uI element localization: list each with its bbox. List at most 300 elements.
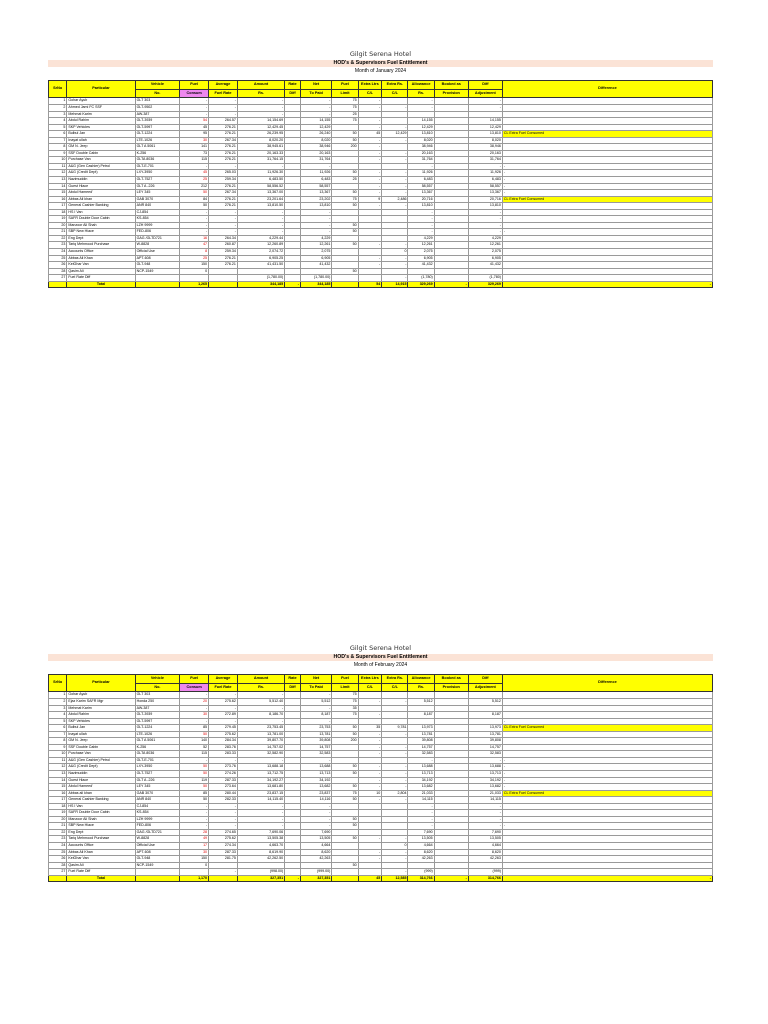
cell-vehicle-no: K-256 (135, 744, 180, 751)
cell-allowance: 20,716 (408, 196, 434, 203)
cell-fuel-rate: 276.21 (209, 196, 238, 203)
cell-particular: Abbas ali khan (67, 790, 135, 797)
cell-fuel-consumed: 50 (180, 784, 209, 791)
cell-fuel-rate: 284.34 (209, 738, 238, 745)
cell-sr-no: 6 (49, 131, 67, 138)
cell-net-to-paid: 23,202 (300, 196, 331, 203)
cell-extra-ltrs: - (358, 836, 382, 843)
cell-fuel-consumed: 73 (180, 150, 209, 157)
cell-extra-rs: - (382, 764, 408, 771)
cell-net-to-paid: 58,557 (300, 183, 331, 190)
cell-net-to-paid: 23,837 (300, 790, 331, 797)
cell-fuel-limit: 50 (332, 268, 358, 275)
cell-allowance: 6,905 (408, 255, 434, 262)
cell-sr-no: 25 (49, 849, 67, 856)
cell-difference: - (502, 777, 712, 784)
cell-particular: Ejaz Karim SAFR Mgr (67, 698, 135, 705)
cell-vehicle-no: GLT A 5061 (135, 738, 180, 745)
report-month: Month of February 2024 (353, 662, 408, 668)
cell-vehicle-no: CJ-854 (135, 209, 180, 216)
cell-sr-no: 25 (49, 255, 67, 262)
cell-particular: SSF Double Cabin (67, 150, 135, 157)
cell-extra-ltrs: - (358, 751, 382, 758)
cell-extra-ltrs: - (358, 183, 382, 190)
cell-sr-no: 23 (49, 242, 67, 249)
cell-particular: HS I Van (67, 209, 135, 216)
cell-net-to-paid: 6,905 (300, 255, 331, 262)
header-fuel-limit: Fuel (332, 675, 358, 684)
header-particular: Particular (67, 675, 135, 692)
cell-amount: 58,556.52 (237, 183, 284, 190)
header-particular: Particular (67, 81, 135, 98)
cell-amount: - (237, 104, 284, 111)
cell-difference: - (502, 163, 712, 170)
cell-net-to-paid: - (300, 111, 331, 118)
cell-fuel-rate: - (209, 803, 238, 810)
cell-fuel-consumed: 50 (180, 770, 209, 777)
cell-particular: Ahmed Jami FC SSF (67, 104, 135, 111)
cell-particular: SSF Double Cabin (67, 744, 135, 751)
header-allowance-sub: Rs. (408, 89, 434, 98)
cell-sr-no: 2 (49, 698, 67, 705)
cell-amount: 11,926.30 (237, 170, 284, 177)
cell-net-to-paid: 12,261 (300, 242, 331, 249)
cell-particular: A&G (Credit Dept) (67, 170, 135, 177)
cell-vehicle-no: GLT-948 (135, 856, 180, 863)
cell-difference: - (502, 764, 712, 771)
cell-allowance: - (408, 816, 434, 823)
cell-fuel-consumed: - (180, 757, 209, 764)
cell-difference: - (502, 176, 712, 183)
cell-allowance: - (408, 229, 434, 236)
total-provision: - (434, 875, 468, 882)
cell-allowance: 13,810 (408, 203, 434, 210)
header-fuel-consumed: Fuel (180, 675, 209, 684)
cell-fuel-limit: 50 (332, 242, 358, 249)
cell-extra-rs: - (382, 797, 408, 804)
cell-diff-adjustment: 13,810 (468, 131, 502, 138)
cell-vehicle-no: GLT-1224 (135, 725, 180, 732)
header-fuel-limit: Fuel (332, 81, 358, 90)
cell-amount: 2,074.72 (237, 248, 284, 255)
cell-extra-rs: - (382, 869, 408, 876)
cell-extra-ltrs: - (358, 190, 382, 197)
cell-vehicle-no: LTE-1026 (135, 137, 180, 144)
cell-fuel-limit: 35 (332, 705, 358, 712)
cell-diff-adjustment: - (468, 209, 502, 216)
cell-allowance: 6,483 (408, 176, 434, 183)
cell-particular: SAFR Double Door Cabin (67, 216, 135, 223)
header-amount: Amount (237, 675, 284, 684)
cell-diff-adjustment: 38,946 (468, 144, 502, 151)
cell-difference: - (502, 170, 712, 177)
total-difference: - (502, 875, 712, 882)
cell-fuel-consumed: 16 (180, 235, 209, 242)
cell-diff-adjustment: 11,926 (468, 170, 502, 177)
cell-net-to-paid: 6,483 (300, 176, 331, 183)
cell-fuel-limit: 75 (332, 104, 358, 111)
cell-diff-adjustment: 20,163 (468, 150, 502, 157)
cell-amount: 13,810.50 (237, 203, 284, 210)
cell-difference: - (502, 823, 712, 830)
cell-net-to-paid: - (300, 216, 331, 223)
cell-allowance: 14,115 (408, 797, 434, 804)
sheet-february (48, 644, 713, 882)
cell-amount: 6,483.50 (237, 176, 284, 183)
cell-fuel-rate: - (209, 810, 238, 817)
header-extra-rs-sub: C/L (382, 683, 408, 692)
cell-sr-no: 19 (49, 216, 67, 223)
cell-particular: A&G (Gen Cashier) Petrol (67, 757, 135, 764)
cell-allowance: 13,810 (408, 131, 434, 138)
cell-extra-rs: - (382, 203, 408, 210)
cell-particular: GM N. Jeep (67, 144, 135, 151)
cell-fuel-rate: 275.62 (209, 731, 238, 738)
cell-extra-ltrs: 10 (358, 790, 382, 797)
cell-sr-no: 16 (49, 790, 67, 797)
cell-vehicle-no: ANR 840 (135, 797, 180, 804)
cell-sr-no: 28 (49, 862, 67, 869)
cell-vehicle-no: GAB 3070 (135, 790, 180, 797)
cell-extra-ltrs: - (358, 144, 382, 151)
cell-particular: A&G (Credit Dept) (67, 764, 135, 771)
cell-fuel-consumed: - (180, 229, 209, 236)
cell-net-to-paid: 4,229 (300, 235, 331, 242)
cell-fuel-rate: - (209, 692, 238, 699)
cell-vehicle-no: GLT-7527 (135, 770, 180, 777)
cell-particular: GM N. Jeep (67, 738, 135, 745)
cell-diff-adjustment: 6,483 (468, 176, 502, 183)
cell-net-to-paid: 42,263 (300, 856, 331, 863)
total-fuel-limit (332, 875, 358, 882)
cell-diff-adjustment: 4,664 (468, 842, 502, 849)
cell-particular: Nazimuddin (67, 176, 135, 183)
cell-fuel-rate: 281.75 (209, 856, 238, 863)
cell-fuel-rate: - (209, 222, 238, 229)
header-fuel-limit-sub: Limit (332, 683, 358, 692)
cell-vehicle-no: LZH 9999 (135, 222, 180, 229)
cell-vehicle-no: CJ-854 (135, 803, 180, 810)
cell-vehicle-no: APT-608 (135, 849, 180, 856)
cell-sr-no: 28 (49, 268, 67, 275)
cell-fuel-consumed: 85 (180, 725, 209, 732)
cell-net-to-paid: - (300, 209, 331, 216)
cell-fuel-rate: 259.34 (209, 248, 238, 255)
cell-vehicle-no: AW-387 (135, 111, 180, 118)
cell-fuel-rate: 259.34 (209, 176, 238, 183)
header-diff-adjustment: Diff (468, 81, 502, 90)
cell-sr-no: 15 (49, 190, 67, 197)
cell-extra-rs: - (382, 190, 408, 197)
cell-sr-no: 20 (49, 222, 67, 229)
cell-diff-adjustment: 4,229 (468, 235, 502, 242)
cell-fuel-limit: 75 (332, 98, 358, 105)
cell-particular: SKP Vehicles (67, 124, 135, 131)
cell-net-to-paid: 38,946 (300, 144, 331, 151)
cell-sr-no: 1 (49, 692, 67, 699)
cell-net-to-paid: (1,780.00) (300, 275, 331, 282)
cell-sr-no: 18 (49, 209, 67, 216)
header-extra-rs-sub: C/L (382, 89, 408, 98)
cell-net-to-paid: - (300, 757, 331, 764)
cell-difference: - (502, 229, 712, 236)
cell-net-to-paid: - (300, 803, 331, 810)
cell-amount: 14,115.40 (237, 797, 284, 804)
cell-vehicle-no: GAG /GLTD721 (135, 235, 180, 242)
cell-fuel-limit: 50 (332, 731, 358, 738)
cell-amount: 20,163.33 (237, 150, 284, 157)
cell-extra-ltrs: - (358, 262, 382, 269)
cell-amount: 31,764.15 (237, 157, 284, 164)
hotel-name: Gilgit Serena Hotel (349, 50, 412, 58)
cell-fuel-rate: 276.21 (209, 183, 238, 190)
cell-net-to-paid: 13,367 (300, 190, 331, 197)
cell-vehicle-no: GAG /GLTD721 (135, 829, 180, 836)
cell-allowance: 34,192 (408, 777, 434, 784)
header-difference: Difference (502, 675, 712, 692)
cell-net-to-paid: 13,505 (300, 836, 331, 843)
header-sr-no: SrNo (49, 675, 67, 692)
cell-sr-no: 10 (49, 751, 67, 758)
cell-fuel-rate: 274.65 (209, 829, 238, 836)
cell-amount: 14,154.69 (237, 118, 284, 125)
cell-extra-rs: 2,804 (382, 790, 408, 797)
cell-sr-no: 23 (49, 836, 67, 843)
cell-difference: - (502, 190, 712, 197)
total-fuel-rate (209, 875, 238, 882)
header-fuel-rate: Average (209, 675, 238, 684)
cell-allowance: 31,764 (408, 157, 434, 164)
cell-diff-adjustment: - (468, 823, 502, 830)
cell-vehicle-no: LZH 9999 (135, 816, 180, 823)
cell-net-to-paid: 7,690 (300, 829, 331, 836)
cell-extra-rs: - (382, 698, 408, 705)
cell-fuel-limit: 50 (332, 770, 358, 777)
cell-fuel-rate: 280.44 (209, 790, 238, 797)
cell-extra-ltrs: - (358, 784, 382, 791)
cell-fuel-rate: - (209, 869, 238, 876)
cell-net-to-paid: - (300, 718, 331, 725)
cell-amount: - (237, 216, 284, 223)
cell-fuel-consumed: - (180, 705, 209, 712)
cell-extra-rs: 0 (382, 248, 408, 255)
cell-fuel-consumed: 30 (180, 712, 209, 719)
cell-vehicle-no: GLT-3939 (135, 118, 180, 125)
cell-fuel-consumed: 25 (180, 255, 209, 262)
cell-amount: - (237, 111, 284, 118)
cell-fuel-limit: 50 (332, 797, 358, 804)
cell-allowance: - (408, 222, 434, 229)
cell-vehicle-no: GLT-5997 (135, 124, 180, 131)
cell-amount: 8,619.90 (237, 849, 284, 856)
cell-allowance: - (408, 216, 434, 223)
cell-fuel-consumed: 45 (180, 124, 209, 131)
cell-fuel-rate: 274.26 (209, 770, 238, 777)
cell-fuel-consumed: - (180, 111, 209, 118)
cell-sr-no: 16 (49, 196, 67, 203)
cell-fuel-consumed: 0 (180, 268, 209, 275)
cell-diff-adjustment: - (468, 757, 502, 764)
cell-particular: Abbas Ali khan (67, 196, 135, 203)
cell-net-to-paid: 14,757 (300, 744, 331, 751)
cell-net-to-paid: 13,688 (300, 764, 331, 771)
cell-extra-rs: - (382, 836, 408, 843)
total-allowance: 329,269 (408, 281, 434, 288)
header-net-to-paid-sub: To Paid (300, 89, 331, 98)
cell-vehicle-no: KS-854 (135, 216, 180, 223)
header-amount-sub: Rs. (237, 89, 284, 98)
header-amount-sub: Rs. (237, 683, 284, 692)
fuel-table (48, 674, 713, 882)
cell-fuel-limit: 50 (332, 862, 358, 869)
cell-fuel-rate: 265.03 (209, 170, 238, 177)
header-extra-ltrs-sub: C/L (358, 683, 382, 692)
cell-amount: 12,260.89 (237, 242, 284, 249)
cell-allowance: 14,757 (408, 744, 434, 751)
cell-fuel-rate: 287.33 (209, 777, 238, 784)
cell-allowance: 8,187 (408, 712, 434, 719)
header-fuel-consumed-sub: Consum (180, 683, 209, 692)
cell-extra-rs: - (382, 744, 408, 751)
cell-fuel-rate: 264.34 (209, 235, 238, 242)
total-rate-diff: - (285, 875, 301, 882)
cell-fuel-rate: - (209, 816, 238, 823)
cell-net-to-paid: 39,808 (300, 738, 331, 745)
cell-diff-adjustment: 14,115 (468, 797, 502, 804)
total-extra-rs: 12,585 (382, 875, 408, 882)
cell-diff-adjustment: 6,905 (468, 255, 502, 262)
cell-difference: - (502, 718, 712, 725)
cell-amount: 41,431.50 (237, 262, 284, 269)
cell-net-to-paid: 2,075 (300, 248, 331, 255)
cell-allowance: - (408, 823, 434, 830)
cell-amount: - (237, 803, 284, 810)
cell-vehicle-no: LXY-3950 (135, 764, 180, 771)
cell-fuel-consumed: - (180, 98, 209, 105)
cell-fuel-consumed: 52 (180, 744, 209, 751)
cell-net-to-paid: 41,432 (300, 262, 331, 269)
cell-fuel-rate: 276.21 (209, 157, 238, 164)
cell-fuel-consumed: 0 (180, 862, 209, 869)
cell-extra-rs: - (382, 856, 408, 863)
header-allowance-sub: Rs. (408, 683, 434, 692)
cell-extra-rs: - (382, 242, 408, 249)
cell-diff-adjustment: 13,688 (468, 764, 502, 771)
cell-extra-rs: - (382, 150, 408, 157)
cell-extra-rs: - (382, 262, 408, 269)
cell-allowance: 12,261 (408, 242, 434, 249)
cell-extra-rs: - (382, 751, 408, 758)
cell-allowance: 41,432 (408, 262, 434, 269)
cell-vehicle-no: GLT-3939 (135, 712, 180, 719)
cell-fuel-rate: 276.21 (209, 150, 238, 157)
cell-diff-adjustment: 8,187 (468, 712, 502, 719)
cell-vehicle-no: GLT-E-701 (135, 163, 180, 170)
cell-vehicle-no: NCP-1549 (135, 268, 180, 275)
cell-net-to-paid: 11,926 (300, 170, 331, 177)
cell-particular: Eng Dept (67, 829, 135, 836)
cell-allowance: 12,429 (408, 124, 434, 131)
cell-fuel-limit: 75 (332, 698, 358, 705)
cell-allowance: - (408, 209, 434, 216)
cell-net-to-paid: - (300, 816, 331, 823)
cell-extra-ltrs: - (358, 255, 382, 262)
total-diff-adjustment: 329,269 (468, 281, 502, 288)
cell-particular: Inayat ullah (67, 137, 135, 144)
cell-extra-ltrs: - (358, 698, 382, 705)
cell-sr-no: 6 (49, 725, 67, 732)
cell-allowance: 13,505 (408, 836, 434, 843)
cell-fuel-consumed: 54 (180, 118, 209, 125)
cell-allowance: - (408, 803, 434, 810)
cell-sr-no: 26 (49, 856, 67, 863)
cell-amount: 23,837.15 (237, 790, 284, 797)
cell-fuel-consumed: - (180, 692, 209, 699)
cell-allowance: 13,367 (408, 190, 434, 197)
cell-fuel-rate: 267.34 (209, 190, 238, 197)
cell-difference: CL Extra Fuel Consumed (502, 790, 712, 797)
cell-net-to-paid: 13,713 (300, 770, 331, 777)
header-vehicle-no: Vehicle (135, 81, 180, 90)
cell-fuel-limit: 50 (332, 137, 358, 144)
cell-fuel-consumed: 20 (180, 698, 209, 705)
cell-particular: Abdul Hameed' (67, 190, 135, 197)
cell-fuel-consumed: 95 (180, 131, 209, 138)
cell-fuel-consumed: 50 (180, 731, 209, 738)
header-extra-ltrs-sub: C/L (358, 89, 382, 98)
cell-particular: Inayat ullah (67, 731, 135, 738)
cell-fuel-rate: 276.21 (209, 203, 238, 210)
cell-vehicle-no: KS-854 (135, 810, 180, 817)
total-particular: Total (67, 281, 135, 288)
cell-fuel-rate: 273.64 (209, 784, 238, 791)
cell-particular: Bulbul Jan (67, 725, 135, 732)
cell-fuel-rate: 283.33 (209, 751, 238, 758)
cell-sr-no: 12 (49, 764, 67, 771)
header-vehicle-no: Vehicle (135, 675, 180, 684)
cell-fuel-rate: - (209, 104, 238, 111)
cell-particular: Abbas Ali Khan (67, 255, 135, 262)
cell-sr-no: 10 (49, 157, 67, 164)
cell-particular: A&G (Gen Cashier) Petrol (67, 163, 135, 170)
cell-net-to-paid: 31,764 (300, 157, 331, 164)
header-provision-sub: Provision (434, 89, 468, 98)
cell-amount: - (237, 718, 284, 725)
cell-amount: 13,688.18 (237, 764, 284, 771)
cell-net-to-paid: 8,187 (300, 712, 331, 719)
cell-vehicle-no: K-256 (135, 150, 180, 157)
header-provision: Booked as (434, 675, 468, 684)
header-fuel-consumed-sub: Consum (180, 89, 209, 98)
cell-fuel-rate: 260.87 (209, 242, 238, 249)
cell-fuel-rate: 274.34 (209, 842, 238, 849)
cell-fuel-consumed: - (180, 816, 209, 823)
cell-diff-adjustment: 39,808 (468, 738, 502, 745)
total-amount: 344,185 (237, 281, 284, 288)
cell-diff-adjustment: 13,682 (468, 784, 502, 791)
cell-sr-no: 11 (49, 757, 67, 764)
cell-fuel-consumed: - (180, 810, 209, 817)
cell-extra-rs: - (382, 137, 408, 144)
cell-vehicle-no: GLT A -226 (135, 183, 180, 190)
cell-fuel-limit: 75 (332, 790, 358, 797)
cell-diff-adjustment: - (468, 222, 502, 229)
cell-diff-adjustment: 13,810 (468, 203, 502, 210)
cell-sr-no: 3 (49, 705, 67, 712)
cell-extra-ltrs: - (358, 98, 382, 105)
cell-extra-ltrs: - (358, 856, 382, 863)
cell-allowance: 13,713 (408, 770, 434, 777)
